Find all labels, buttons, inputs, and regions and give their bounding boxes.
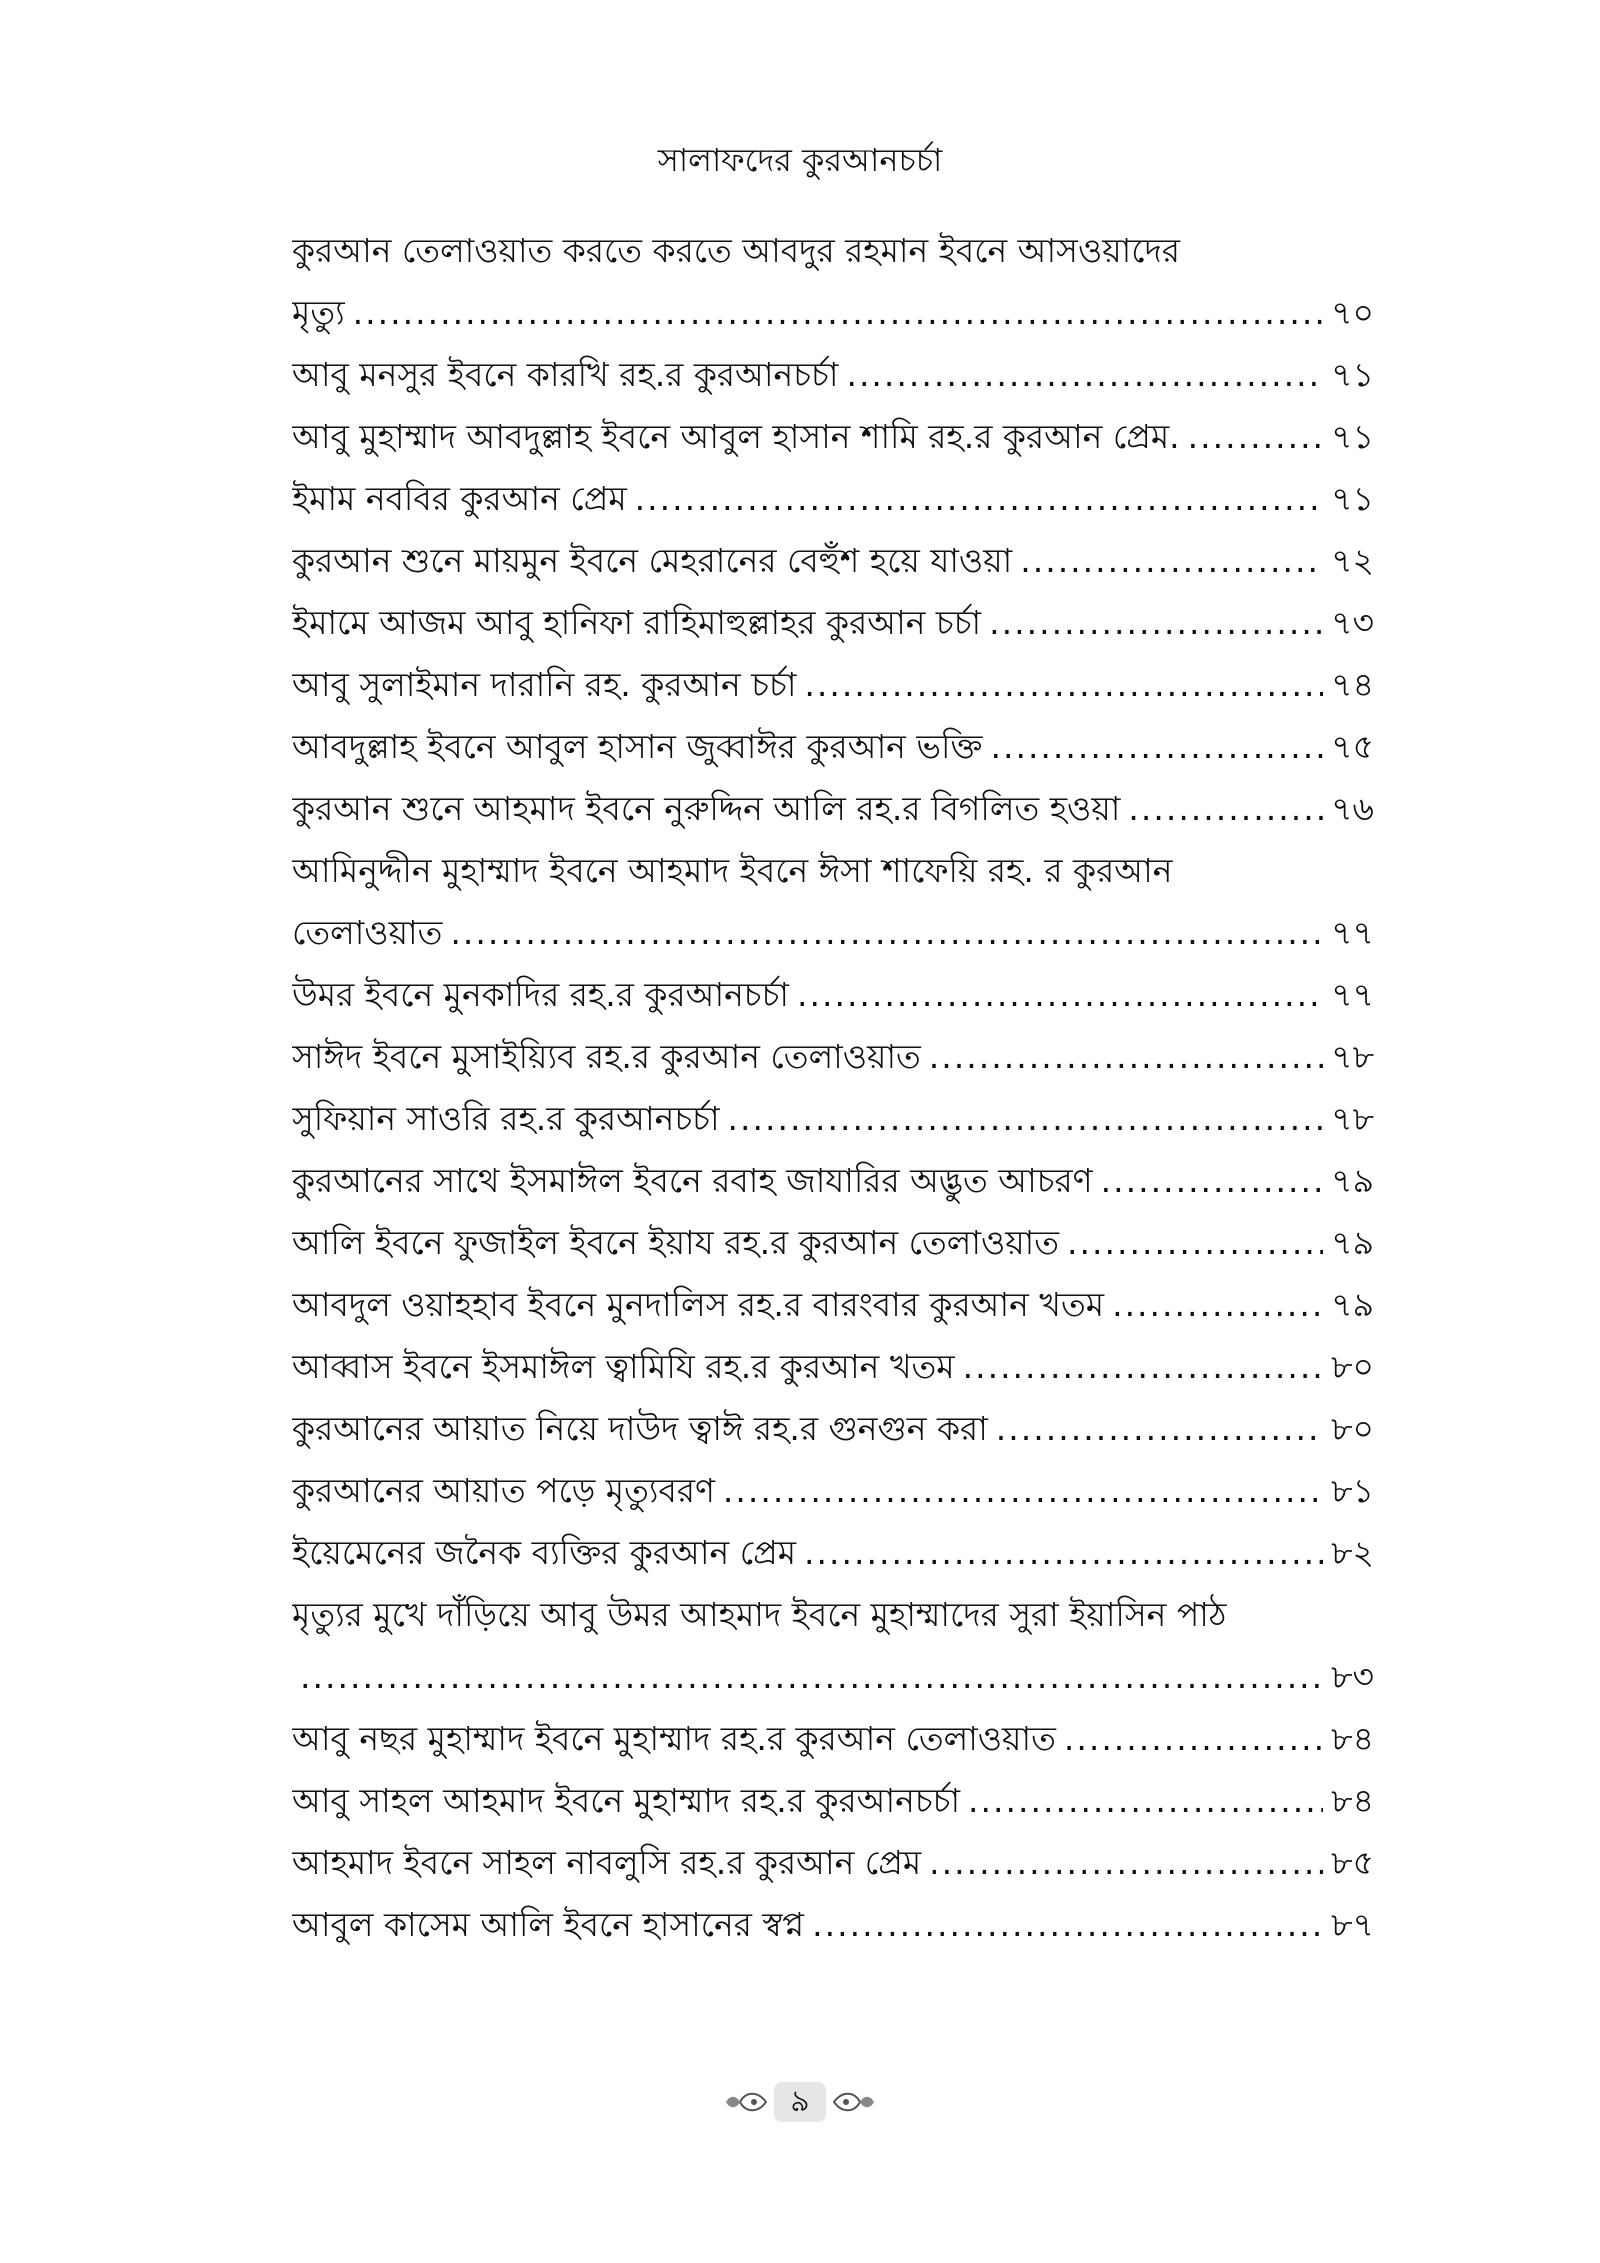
toc-entry-page-number: ৮৪ bbox=[1331, 1781, 1374, 1820]
toc-entry-title: উমর ইবনে মুনকাদির রহ.র কুরআনচর্চা bbox=[292, 975, 789, 1014]
toc-entry-title: আলি ইবনে ফুজাইল ইবনে ইয়ায রহ.র কুরআন তেলাওয়াত bbox=[292, 1223, 1060, 1262]
toc-entry-last-line bbox=[292, 716, 1374, 778]
toc-entry bbox=[292, 1150, 1374, 1212]
toc-entry bbox=[292, 1398, 1374, 1460]
toc-entry-last-line bbox=[292, 1708, 1374, 1770]
toc-entry bbox=[292, 1894, 1374, 1956]
toc-entry-page-number: ৮৭ bbox=[1331, 1905, 1374, 1944]
toc-entry bbox=[292, 406, 1374, 468]
toc-entry-title: আবদুল্লাহ ইবনে আবুল হাসান জুব্বাঈর কুরআন ভক্তি bbox=[292, 727, 983, 766]
toc-entry bbox=[292, 1770, 1374, 1832]
toc-entry bbox=[292, 1708, 1374, 1770]
toc-entry-line bbox=[292, 220, 1374, 282]
toc-entry bbox=[292, 964, 1374, 1026]
toc-entry-last-line bbox=[292, 1026, 1374, 1088]
toc-entry-title: কুরআনের আয়াত নিয়ে দাউদ ত্বাঈ রহ.র গুনগুন করা bbox=[292, 1409, 988, 1448]
dot-leader bbox=[929, 1026, 1323, 1088]
dot-leader bbox=[1188, 406, 1323, 468]
toc-entry-page-number: ৭১ bbox=[1331, 479, 1374, 518]
toc-entry bbox=[292, 840, 1374, 964]
toc-entry-title: আবু মুহাম্মাদ আবদুল্লাহ ইবনে আবুল হাসান শামি রহ.র কুরআন প্রেম. bbox=[292, 417, 1180, 456]
left-ornament-icon bbox=[724, 2087, 768, 2117]
toc-entry-last-line bbox=[292, 1522, 1374, 1584]
toc-entry bbox=[292, 468, 1374, 530]
page-number-ornament bbox=[724, 2082, 876, 2122]
toc-entry bbox=[292, 1088, 1374, 1150]
dot-leader bbox=[723, 1460, 1323, 1522]
toc-entry-last-line bbox=[292, 902, 1374, 964]
toc-entry-title: ইয়েমেনের জনৈক ব্যক্তির কুরআন প্রেম bbox=[292, 1533, 797, 1572]
book-title: সালাফদের কুরআনচর্চা bbox=[657, 141, 943, 179]
toc-entry-page-number: ৭৭ bbox=[1331, 913, 1374, 952]
dot-leader bbox=[846, 344, 1323, 406]
toc-entry-last-line bbox=[292, 282, 1374, 344]
toc-entry-last-line bbox=[292, 406, 1374, 468]
toc-entry-last-line bbox=[292, 1460, 1374, 1522]
dot-leader bbox=[1101, 1150, 1323, 1212]
toc-entry-title: মৃত্যুর মুখে দাঁড়িয়ে আবু উমর আহমাদ ইবনে মুহাম্মাদের সুরা ইয়াসিন পাঠ bbox=[292, 1595, 1227, 1634]
toc-entry-title: আহমাদ ইবনে সাহল নাবলুসি রহ.র কুরআন প্রেম bbox=[292, 1843, 922, 1882]
toc-entry-page-number: ৭০ bbox=[1331, 293, 1374, 332]
toc-entry-title: কুরআন শুনে মায়মুন ইবনে মেহরানের বেহুঁশ হয়ে যাওয়া bbox=[292, 541, 1013, 580]
toc-entry-title: সুফিয়ান সাওরি রহ.র কুরআনচর্চা bbox=[292, 1099, 720, 1138]
toc-entry-last-line bbox=[292, 1770, 1374, 1832]
dot-leader bbox=[797, 964, 1323, 1026]
dot-leader bbox=[1020, 530, 1323, 592]
toc-entry-page-number: ৮১ bbox=[1331, 1471, 1374, 1510]
toc-entry-last-line bbox=[292, 1398, 1374, 1460]
toc-entry-page-number: ৭৩ bbox=[1331, 603, 1374, 642]
toc-entry-last-line bbox=[292, 1150, 1374, 1212]
toc-entry-page-number: ৭১ bbox=[1331, 355, 1374, 394]
toc-entry-page-number: ৭৯ bbox=[1331, 1285, 1374, 1324]
toc-entry-last-line bbox=[292, 1894, 1374, 1956]
toc-entry-page-number: ৮০ bbox=[1331, 1347, 1374, 1386]
toc-entry-last-line bbox=[292, 1212, 1374, 1274]
dot-leader bbox=[990, 716, 1323, 778]
dot-leader bbox=[968, 1770, 1323, 1832]
toc-entry-last-line bbox=[292, 654, 1374, 716]
dot-leader bbox=[728, 1088, 1324, 1150]
toc-entry-title: আবু সুলাইমান দারানি রহ. কুরআন চর্চা bbox=[292, 665, 797, 704]
toc-entry-page-number: ৭১ bbox=[1331, 417, 1374, 456]
toc-entry bbox=[292, 220, 1374, 344]
page-footer bbox=[0, 2082, 1600, 2122]
toc-entry-title: কুরআনের সাথে ইসমাঈল ইবনে রবাহ জাযারির অদ্ভুত আচরণ bbox=[292, 1161, 1093, 1200]
toc-entry-last-line bbox=[292, 778, 1374, 840]
toc-entry-last-line bbox=[292, 1088, 1374, 1150]
dot-leader bbox=[989, 592, 1323, 654]
toc-entry-page-number: ৭৮ bbox=[1331, 1099, 1374, 1138]
page-number-badge bbox=[774, 2082, 826, 2122]
toc-entry-title: কুরআন শুনে আহমাদ ইবনে নুরুদ্দিন আলি রহ.র বিগলিত হওয়া bbox=[292, 789, 1121, 828]
toc-entry-line bbox=[292, 1584, 1374, 1646]
toc-entry-last-line bbox=[292, 468, 1374, 530]
toc-entry-last-line bbox=[292, 1646, 1374, 1708]
toc-entry bbox=[292, 1584, 1374, 1708]
toc-entry-title: ইমামে আজম আবু হানিফা রাহিমাহুল্লাহর কুরআন চর্চা bbox=[292, 603, 982, 642]
toc-entry-last-line bbox=[292, 1274, 1374, 1336]
toc-entry bbox=[292, 654, 1374, 716]
toc-entry-last-line bbox=[292, 344, 1374, 406]
toc-entry-line bbox=[292, 840, 1374, 902]
toc-entry-page-number: ৭৬ bbox=[1331, 789, 1374, 828]
toc-entry-title: আবদুল ওয়াহহাব ইবনে মুনদালিস রহ.র বারংবার কুরআন খতম bbox=[292, 1285, 1105, 1324]
dot-leader bbox=[996, 1398, 1323, 1460]
right-ornament-icon bbox=[832, 2087, 876, 2117]
toc-entry bbox=[292, 530, 1374, 592]
table-of-contents bbox=[292, 220, 1374, 1956]
toc-entry bbox=[292, 1274, 1374, 1336]
toc-entry-page-number: ৭২ bbox=[1331, 541, 1374, 580]
toc-entry bbox=[292, 344, 1374, 406]
toc-entry-title: কুরআন তেলাওয়াত করতে করতে আবদুর রহমান ইবনে আসওয়াদের bbox=[292, 231, 1181, 270]
toc-entry-title: ইমাম নববির কুরআন প্রেম bbox=[292, 479, 627, 518]
toc-entry-title: আবু সাহল আহমাদ ইবনে মুহাম্মাদ রহ.র কুরআনচর্চা bbox=[292, 1781, 961, 1820]
dot-leader bbox=[812, 1894, 1323, 1956]
page-number: ৯ bbox=[790, 2083, 810, 2119]
toc-entry bbox=[292, 1026, 1374, 1088]
toc-entry-title: আব্বাস ইবনে ইসমাঈল ত্বামিযি রহ.র কুরআন খতম bbox=[292, 1347, 955, 1386]
toc-entry-title: আবু মনসুর ইবনে কারখি রহ.র কুরআনচর্চা bbox=[292, 355, 839, 394]
toc-entry-page-number: ৮২ bbox=[1331, 1533, 1374, 1572]
toc-entry-last-line bbox=[292, 1832, 1374, 1894]
toc-entry bbox=[292, 1212, 1374, 1274]
dot-leader bbox=[300, 1646, 1323, 1708]
toc-entry-page-number: ৮৫ bbox=[1331, 1843, 1374, 1882]
toc-entry bbox=[292, 1336, 1374, 1398]
toc-entry-page-number: ৮৪ bbox=[1331, 1719, 1374, 1758]
dot-leader bbox=[353, 282, 1323, 344]
dot-leader bbox=[804, 1522, 1323, 1584]
toc-entry-page-number: ৭৪ bbox=[1331, 665, 1374, 704]
toc-entry-title: তেলাওয়াত bbox=[292, 913, 443, 952]
toc-entry-last-line bbox=[292, 530, 1374, 592]
toc-entry bbox=[292, 1832, 1374, 1894]
toc-entry-page-number: ৭৯ bbox=[1331, 1223, 1374, 1262]
dot-leader bbox=[1067, 1212, 1323, 1274]
toc-entry-page-number: ৭৯ bbox=[1331, 1161, 1374, 1200]
dot-leader bbox=[450, 902, 1323, 964]
toc-entry-last-line bbox=[292, 964, 1374, 1026]
toc-entry-page-number: ৭৭ bbox=[1331, 975, 1374, 1014]
toc-entry bbox=[292, 1522, 1374, 1584]
toc-entry-title: কুরআনের আয়াত পড়ে মৃত্যুবরণ bbox=[292, 1471, 715, 1510]
toc-entry-title: মৃত্যু bbox=[292, 293, 345, 332]
toc-entry-page-number: ৭৮ bbox=[1331, 1037, 1374, 1076]
dot-leader bbox=[1064, 1708, 1323, 1770]
running-header bbox=[0, 138, 1600, 182]
dot-leader bbox=[929, 1832, 1323, 1894]
toc-entry bbox=[292, 778, 1374, 840]
toc-entry-title: আমিনুদ্দীন মুহাম্মাদ ইবনে আহমাদ ইবনে ঈসা শাফেয়ি রহ. র কুরআন bbox=[292, 851, 1173, 890]
dot-leader bbox=[1112, 1274, 1323, 1336]
toc-entry bbox=[292, 1460, 1374, 1522]
toc-entry-title: আবু নছর মুহাম্মাদ ইবনে মুহাম্মাদ রহ.র কুরআন তেলাওয়াত bbox=[292, 1719, 1056, 1758]
toc-entry-page-number: ৮৩ bbox=[1331, 1657, 1374, 1696]
dot-leader bbox=[804, 654, 1323, 716]
toc-entry-page-number: ৮০ bbox=[1331, 1409, 1374, 1448]
toc-entry-page-number: ৭৫ bbox=[1331, 727, 1374, 766]
dot-leader bbox=[1128, 778, 1323, 840]
toc-entry bbox=[292, 716, 1374, 778]
toc-entry bbox=[292, 592, 1374, 654]
dot-leader bbox=[635, 468, 1323, 530]
toc-entry-last-line bbox=[292, 592, 1374, 654]
toc-entry-title: সাঈদ ইবনে মুসাইয়্যিব রহ.র কুরআন তেলাওয়াত bbox=[292, 1037, 921, 1076]
toc-entry-title: আবুল কাসেম আলি ইবনে হাসানের স্বপ্ন bbox=[292, 1905, 805, 1944]
toc-entry-last-line bbox=[292, 1336, 1374, 1398]
dot-leader bbox=[963, 1336, 1324, 1398]
